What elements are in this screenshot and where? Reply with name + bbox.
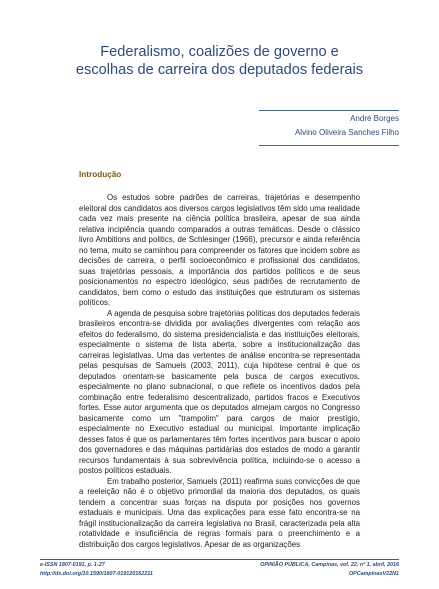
title-line-1: Federalismo, coalizões de governo e <box>100 44 339 60</box>
author-top-rule <box>259 110 399 111</box>
body-text <box>79 193 360 550</box>
section-heading: Introdução <box>79 170 122 179</box>
footer-issn: e-ISSN 1807-0191, p. 1-27 <box>40 562 105 568</box>
footer-rule <box>40 559 399 560</box>
footer-code: OPCampinasV22N1 <box>348 571 399 577</box>
author-bottom-rule <box>259 145 399 146</box>
paragraph-1: Os estudos sobre padrões de carreiras, trajetórias e desempenho eleitoral dos candidatos aos diversos cargos legislativos têm sido uma realidade cada vez mais presente na ciência política brasileira, apesar de sua ainda relativa incipiência quando comparados a outras temáticas. Desde o clássico livro Ambitions and politics, de Schlesinger (1966), precursor e ainda referência no tema, muito se caminhou para compreender os fatores que incidem sobre as decisões de carreira, o perfil socioeconômico e profissional dos candidatos, suas trajetórias pessoais, a importância dos partidos políticos e de seus posicionamentos no espectro ideológico, seus padrões de recrutamento de candidatos, bem como o estudo das instituições que estruturam os sistemas políticos. <box>79 193 360 307</box>
paragraph-2: A agenda de pesquisa sobre trajetórias políticas dos deputados federais brasileiros encontra-se dividida por avaliações divergentes com relação aos efeitos do federalismo, do sistema presidencialista e das instituições eleitorais, especialmente o sistema de lista aberta, sobre a institucionalização das carreiras legislativas. Uma das vertentes de análise encontra-se representada pelas pesquisas de Samuels (2003, 2011), cuja hipótese central é que os deputados orientam-se basicamente pela busca de cargos executivos, especialmente no plano subnacional, o que reflete os incentivos dados pela combinação entre federalismo descentralizado, partidos fracos e Executivos fortes. Esse autor argumenta que os deputados almejam cargos no Congresso basicamente como um "trampolim" para cargos de maior prestígio, especialmente no Executivo estadual ou municipal. Importante implicação desses fatos é que os parlamentares têm fortes incentivos para buscar o apoio dos governadores e das máquinas partidárias dos estados de modo a garantir recursos fundamentais à sua sobrevivência política, incluindo-se o acesso a postos políticos estaduais. <box>79 308 360 475</box>
article-title <box>40 43 399 79</box>
title-line-2: escolhas de carreira dos deputados federais <box>75 62 364 78</box>
author-2: Alvino Oliveira Sanches Filho <box>294 128 399 137</box>
footer-doi-link[interactable]: http://dx.doi.org/10.1590/1807-019120162211 <box>40 571 153 577</box>
author-1: André Borges <box>350 114 399 123</box>
paragraph-3: Em trabalho posterior, Samuels (2011) reafirma suas convicções de que a reeleição não é o objetivo primordial da maioria dos deputados, os quais tendem a concentrar suas forças na disputa por posições nos governos estaduais e municipais. Uma das explicações para esse fato encontra-se na frágil institucionalização da carreira legislativa no Brasil, caracterizada pela alta rotatividade e insuficiência de regras formais para o preenchimento e a distribuição dos cargos legislativos. Apesar de as organizações <box>79 476 360 549</box>
footer-journal: OPINIÃO PÚBLICA, Campinas, vol. 22, nº 1, abril, 2016 <box>260 562 399 568</box>
